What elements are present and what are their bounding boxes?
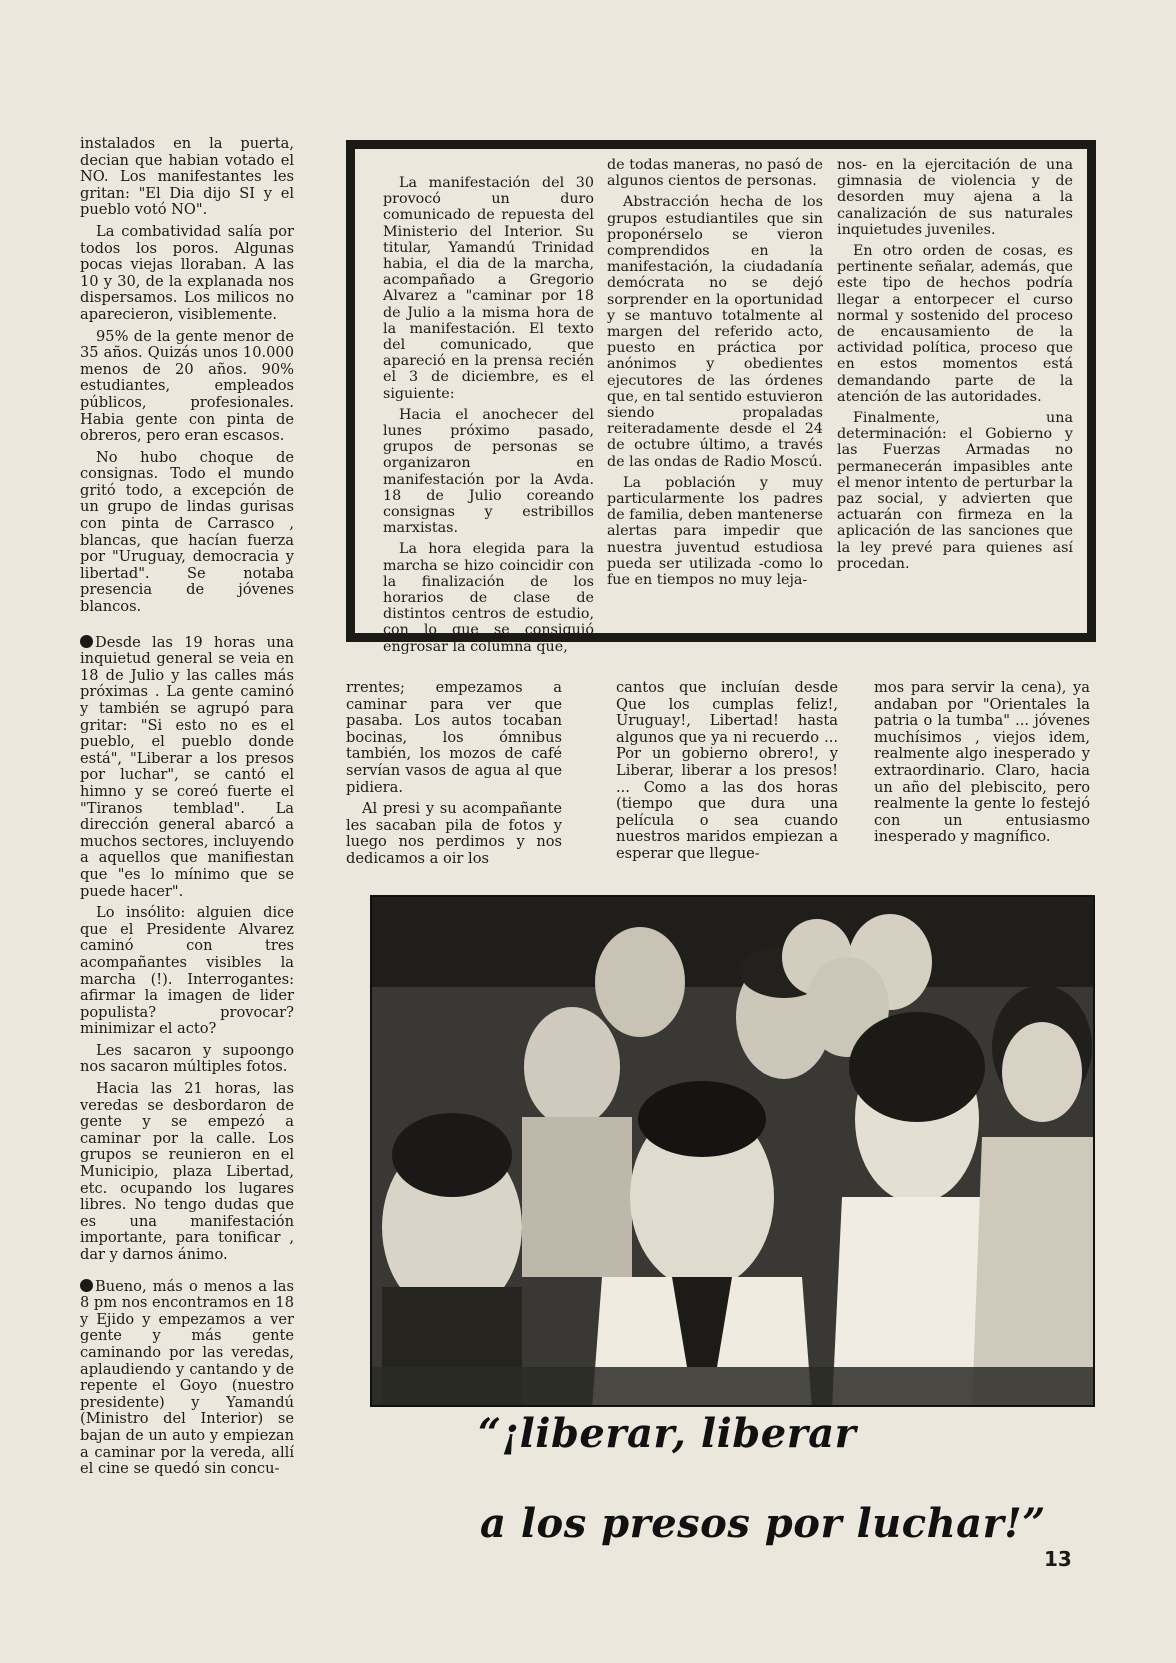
photo-caption-line-2: a los presos por luchar!”	[480, 1500, 1046, 1547]
paragraph: Hacia las 21 horas, las veredas se desbordaron de gente y se empezó a caminar por la calle. Los grupos se reunieron en el Municipio, plaza Libertad, etc. ocupando los lugares libres. No tengo dudas que es una manifestación importante, para tonificar , dar y darnos ánimo.	[80, 1080, 294, 1263]
paragraph: Les sacaron y supoongo nos sacaron múltiples fotos.	[80, 1041, 294, 1076]
paragraph: de todas maneras, no pasó de algunos cientos de personas.	[607, 157, 823, 190]
photo-illustration	[372, 897, 1095, 1407]
communique-box	[346, 140, 1096, 655]
paragraph: Lo insólito: alguien dice que el Presidente Alvarez caminó con tres acompañantes visibles la marcha (!). Interrogantes: afirmar la imagen de lider populista? provocar? minimizar el acto?	[80, 904, 294, 1038]
paragraph: rrentes; empezamos a caminar para ver que pasaba. Los autos tocaban bocinas, los ómnibus también, los mozos de café servían vasos de agua al que pidiera.	[346, 679, 562, 796]
left-column	[80, 136, 294, 1483]
paragraph: La combatividad salía por todos los poros. Algunas pocas viejas lloraban. A las 10 y 30, de la explanada nos dispersamos. Los milicos no aparecieron, visiblemente.	[80, 222, 294, 323]
bullet-icon	[80, 1279, 93, 1292]
middle-column-1	[346, 680, 562, 873]
bullet-icon	[80, 635, 93, 648]
paragraph: Hacia el anochecer del lunes próximo pasado, grupos de personas se organizaron en manifestación por la Avda. 18 de Julio coreando consignas y estribillos marxistas.	[383, 406, 594, 537]
paragraph: En otro orden de cosas, es pertinente señalar, además, que este tipo de hechos podría llegar a entorpecer el curso normal y sostenido del proceso de encausamiento de la actividad política, proceso que en estos momentos está demandando parte de la atención de las autoridades.	[837, 243, 1073, 405]
paragraph: nos- en la ejercitación de una gimnasia de violencia y de desorden muy ajena a la canalización de sus naturales inquietudes juveniles.	[837, 157, 1073, 238]
paragraph: No hubo choque de consignas. Todo el mundo gritó todo, a excepción de un grupo de lindas gurisas con pinta de Carrasco , blancas, que hacían fuerza por "Uruguay, democracia y libertad". Se notaba presencia de jóvenes blancos.	[80, 448, 294, 616]
paragraph: cantos que incluían desde Que los cumplas feliz!, Uruguay!, Libertad! hasta algunos que ya ni recuerdo ... Por un gobierno obrero!, y Liberar, liberar a los presos! ... Como a las dos horas (tiempo que dura una película o sea cuando nuestros maridos empiezan a esperar que llegue-	[616, 679, 838, 862]
box-column-2	[607, 157, 823, 593]
photo-caption-line-1: “¡liberar, liberar	[478, 1410, 857, 1457]
paragraph: La población y muy particularmente los padres de familia, deben mantenerse alertas para impedir que nuestra juventud estudiosa pueda ser utilizada -como lo fue en tiempos no muy leja-	[607, 474, 823, 589]
bullet-paragraph: Bueno, más o menos a las 8 pm nos encontramos en 18 y Ejido y empezamos a ver gente y más gente caminando por las veredas, aplaudiendo y cantando y de repente el Goyo (nuestro presidente) y Yamandú (Ministro del Interior) se bajan de un auto y empiezan a caminar por la vereda, allí el cine se quedó sin concu-	[80, 1277, 294, 1478]
box-column-3	[837, 157, 1073, 577]
middle-column-3	[874, 680, 1090, 851]
page-number: 13	[1044, 1547, 1072, 1571]
crowd-photo	[370, 895, 1095, 1407]
paragraph: Abstracción hecha de los grupos estudiantiles que sin proponérselo se vieron comprendidos en la manifestación, la ciudadanía demócrata no se dejó sorprender en la oportunidad y se mantuvo totalmente al margen del referido acto, puesto en práctica por anónimos y obedientes ejecutores de las órdenes que, en tal sentido estuvieron siendo propaladas reiteradamente desde el 24 de octubre último, a través de las ondas de Radio Moscú.	[607, 194, 823, 470]
middle-column-2	[616, 680, 838, 868]
paragraph: Finalmente, una determinación: el Gobierno y las Fuerzas Armadas no permanecerán impasibles ante el menor intento de perturbar la paz social, y advierten que actuarán con firmeza en la aplicación de las sanciones que la ley prevé para quienes así procedan.	[837, 410, 1073, 572]
paragraph: instalados en la puerta, decian que habian votado el NO. Los manifestantes les gritan: "El Dia dijo SI y el pueblo votó NO".	[80, 135, 294, 219]
paragraph: La manifestación del 30 provocó un duro comunicado de repuesta del Ministerio del Interior. Su titular, Yamandú Trinidad habia, el dia de la marcha, acompañado a Gregorio Alvarez a "caminar por 18 de Julio a la misma hora de la manifestación. El texto del comunicado, que apareció en la prensa recién el 3 de diciembre, es el siguiente:	[383, 175, 594, 402]
box-column-1	[383, 175, 594, 660]
paragraph: mos para servir la cena), ya andaban por "Orientales la patria o la tumba" ... jóvenes muchísimos , viejos idem, realmente algo inesperado y extraordinario. Claro, hacia un año del plebiscito, pero realmente la gente lo festejó con un entusiasmo inesperado y magnífico.	[874, 679, 1090, 846]
bullet-paragraph: Desde las 19 horas una inquietud general se veia en 18 de Julio y las calles más próximas . La gente caminó y también se agrupó para gritar: "Si esto no es el pueblo, el pueblo donde está", "Liberar a los presos por luchar", se cantó el himno y se coreó fuerte el "Tiranos temblad". La dirección general abarcó a muchos sectores, incluyendo a aquellos que manifiestan que "es lo mínimo que se puede hacer".	[80, 633, 294, 900]
paragraph: Al presi y su acompañante les sacaban pila de fotos y luego nos perdimos y nos dedicamos a oir los	[346, 800, 562, 867]
paragraph: La hora elegida para la marcha se hizo coincidir con la finalización de los horarios de clase de distintos centros de estudio, con lo que se consiguió engrosar la columna que,	[383, 541, 594, 655]
paragraph: 95% de la gente menor de 35 años. Quizás unos 10.000 menos de 20 años. 90% estudiantes, empleados públicos, profesionales. Habia gente con pinta de obreros, pero eran escasos.	[80, 327, 294, 445]
